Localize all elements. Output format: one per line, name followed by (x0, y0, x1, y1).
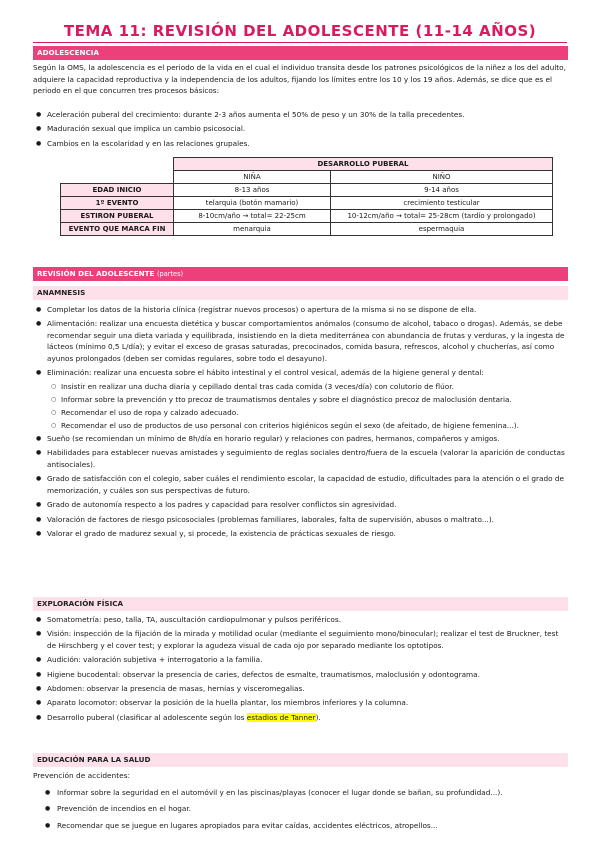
list-item: ● Valorar el grado de madurez sexual y, si procede, la existencia de prácticas sexuales de riesgo. (33, 528, 568, 539)
subsection-header-exploracion: EXPLORACIÓN FÍSICA (33, 597, 568, 611)
list-item: ● Habilidades para establecer nuevas amistades y seguimiento de reglas sociales dentro/fuera de la escuela (valorar la aparición de conductas antisociales). (33, 447, 568, 470)
subsection-header-educacion: EDUCACIÓN PARA LA SALUD (33, 753, 568, 767)
list-item: ● Somatometría: peso, talla, TA, auscultación cardiopulmonar y pulsos periféricos. (33, 614, 568, 625)
list-item: ● Valoración de factores de riesgo psicosociales (problemas familiares, laborales, falta de supervisión, abusos o maltrato...). (33, 514, 568, 525)
list-item: ● Abdomen: observar la presencia de masas, hernias y visceromegalias. (33, 683, 568, 694)
column-header-nina: NIÑA (174, 171, 331, 184)
educacion-list (33, 787, 568, 836)
table-header: DESARROLLO PUBERAL (174, 158, 553, 171)
highlighted-term: estadios de Tanner (246, 712, 316, 722)
list-item: ● Alimentación: realizar una encuesta dietética y buscar comportamientos anómalos (consumo de alcohol, tabaco o drogas). Además, se debe recomendar seguir una dieta variada y equilibrada, insistiendo en la dieta mediterránea con abundancia de frutas y verduras, y la ingesta de lácteos (mínimo 0,5 L/día); y evitar el exceso de grasas saturadas, precocinados, comida basura, refrescos, alcohol y chucherías, así como ayunos prolongados (deben ser comidas regulares, sobre todo el desayuno). (33, 318, 568, 364)
list-item: ● Audición: valoración subjetiva + interrogatorio a la familia. (33, 654, 568, 665)
table-row: EVENTO QUE MARCA FIN menarquia espermaquia (61, 223, 553, 236)
list-item: ● Sueño (se recomiendan un mínimo de 8h/día en horario regular) y relaciones con padres, hermanos, compañeros y amigos. (33, 433, 568, 444)
list-item: ● Aceleración puberal del crecimiento: durante 2-3 años aumenta el 50% de peso y un 30% de la talla precedentes. (33, 109, 568, 120)
table-row: ESTIRON PUBERAL 8-10cm/año → total= 22-25cm 10-12cm/año → total= 25-28cm (tardío y prolongado) (61, 210, 553, 223)
list-item: ● Completar los datos de la historia clínica (registrar nuevos procesos) o apertura de la misma si no se dispone de ella. (33, 304, 568, 315)
sub-list-item: ○ Informar sobre la prevención y tto precoz de traumatismos dentales y sobre el diagnóstico precoz de maloclusión dentaria. (33, 394, 568, 405)
list-item: ● Eliminación: realizar una encuesta sobre el hábito intestinal y el control vesical, además de la higiene general y dental: (33, 367, 568, 378)
list-item: ● Informar sobre la seguridad en el automóvil y en las piscinas/playas (conocer el lugar donde se bañan, su profundidad...). (33, 787, 568, 798)
column-header-nino: NIÑO (331, 171, 553, 184)
sub-list-item: ○ Recomendar el uso de productos de uso personal con criterios higiénicos según el sexo (de afeitado, de higiene femenina...). (33, 420, 568, 431)
table-row: EDAD INICIO 8-13 años 9-14 años (61, 184, 553, 197)
sub-list-item: ○ Insistir en realizar una ducha diaria y cepillado dental tras cada comida (3 veces/día) con colutorio de flúor. (33, 381, 568, 392)
list-item: ● Grado de autonomía respecto a los padres y capacidad para resolver conflictos sin agresividad. (33, 499, 568, 510)
list-item: ● Prevención de incendios en el hogar. (33, 803, 568, 814)
list-item: ● Cambios en la escolaridad y en las relaciones grupales. (33, 138, 568, 149)
list-item: ● Recomendar que se juegue en lugares apropiados para evitar caídas, accidentes eléctricos, atropellos... (33, 820, 568, 831)
sub-list-item: ○ Recomendar el uso de ropa y calzado adecuado. (33, 407, 568, 418)
list-item: ● Maduración sexual que implica un cambio psicosocial. (33, 123, 568, 134)
page-title: TEMA 11: REVISIÓN DEL ADOLESCENTE (11-14 AÑOS) (63, 22, 537, 40)
exploracion-list (33, 614, 568, 726)
subsection-header-anamnesis: ANAMNESIS (33, 286, 568, 300)
list-item: ● Visión: inspección de la fijación de la mirada y motilidad ocular (mediante el seguimiento mono/binocular); realizar el test de Bruckner, test de Hirschberg y el cover test; y explorar la agudeza visual de cada ojo por separado mediante los optotipos. (33, 628, 568, 651)
section-header-adolescencia: ADOLESCENCIA (33, 46, 568, 60)
section-header-revision: REVISIÓN DEL ADOLESCENTE (partes) (33, 267, 568, 281)
anamnesis-list (33, 304, 568, 542)
prevencion-subheader: Prevención de accidentes: (33, 771, 131, 780)
list-item: ● Higiene bucodental: observar la presencia de caries, defectos de esmalte, traumatismos, maloclusión y odontograma. (33, 669, 568, 680)
list-item: ● Desarrollo puberal (clasificar al adolescente según los estadios de Tanner). (33, 712, 568, 723)
list-item: ● Grado de satisfacción con el colegio, saber cuáles el rendimiento escolar, la capacidad de estudio, dificultades para la atención o el grado de memorización, y cuáles son sus perspectivas de futuro. (33, 473, 568, 496)
adolescencia-list (33, 109, 568, 152)
table-row: 1º EVENTO telarquia (botón mamario) crecimiento testicular (61, 197, 553, 210)
title-underline (33, 42, 567, 43)
adolescencia-intro: Según la OMS, la adolescencia es el periodo de la vida en el cual el individuo transita desde los patrones psicológicos de la niñez a los del adulto, adquiere la capacidad reproductiva y la independencia de los adultos, fijando los límites entre los 10 y los 19 años. Además, se dice que es el periodo en el que concurren tres procesos básicos: (33, 63, 566, 96)
list-item: ● Aparato locomotor: observar la posición de la huella plantar, los miembros inferiores y la columna. (33, 697, 568, 708)
desarrollo-puberal-table (60, 157, 553, 236)
